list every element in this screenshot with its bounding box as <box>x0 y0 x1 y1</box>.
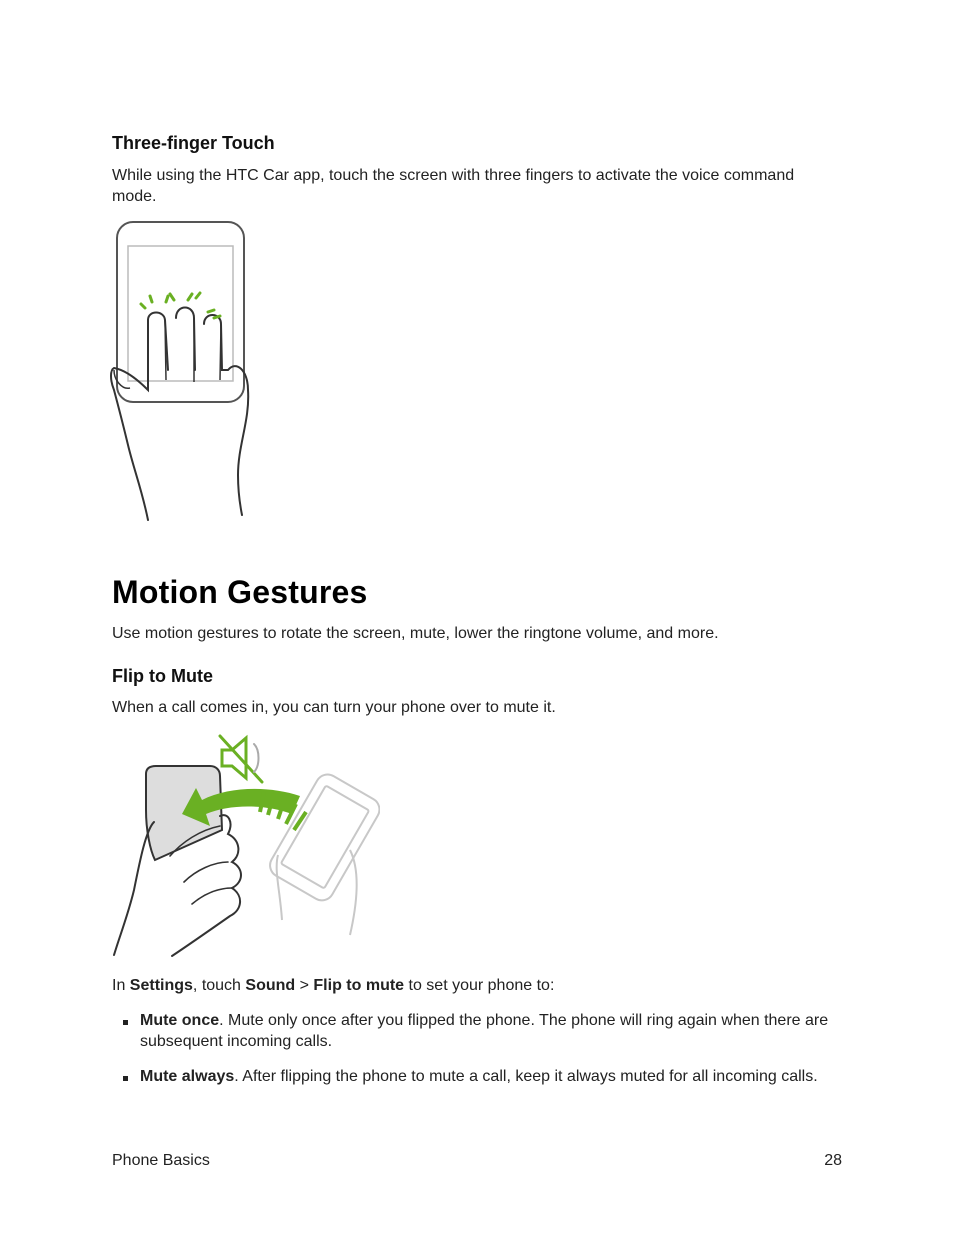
motion-gestures-title: Motion Gestures <box>112 574 368 610</box>
three-finger-touch-heading: Three-finger Touch <box>112 133 275 153</box>
bullet-mute-always: Mute always. After flipping the phone to mute a call, keep it always muted for all incoming calls. <box>140 1068 818 1085</box>
flip-to-mute-term: Flip to mute <box>313 977 405 994</box>
three-finger-illustration <box>108 220 258 525</box>
flip-to-mute-heading: Flip to Mute <box>112 666 213 686</box>
flip-to-mute-illustration <box>110 730 380 960</box>
three-finger-touch-description: While using the HTC Car app, touch the screen with three fingers to activate the voice command mode. <box>112 167 795 205</box>
settings-term: Settings <box>129 977 193 994</box>
flip-to-mute-instruction: In Settings, touch Sound > Flip to mute to set your phone to: <box>112 977 555 994</box>
page-number: 28 <box>824 1152 842 1169</box>
bullet-mute-once: Mute once. Mute only once after you flipped the phone. The phone will ring again when there are subsequent incoming calls. <box>140 1012 829 1050</box>
sound-term: Sound <box>245 977 296 994</box>
motion-gestures-intro: Use motion gestures to rotate the screen, mute, lower the ringtone volume, and more. <box>112 625 719 642</box>
footer-section-name: Phone Basics <box>112 1152 210 1169</box>
bullet-marker <box>123 1076 128 1081</box>
flip-to-mute-description: When a call comes in, you can turn your phone over to mute it. <box>112 699 556 716</box>
bullet-marker <box>123 1020 128 1025</box>
speaker-muted-icon <box>220 736 262 782</box>
